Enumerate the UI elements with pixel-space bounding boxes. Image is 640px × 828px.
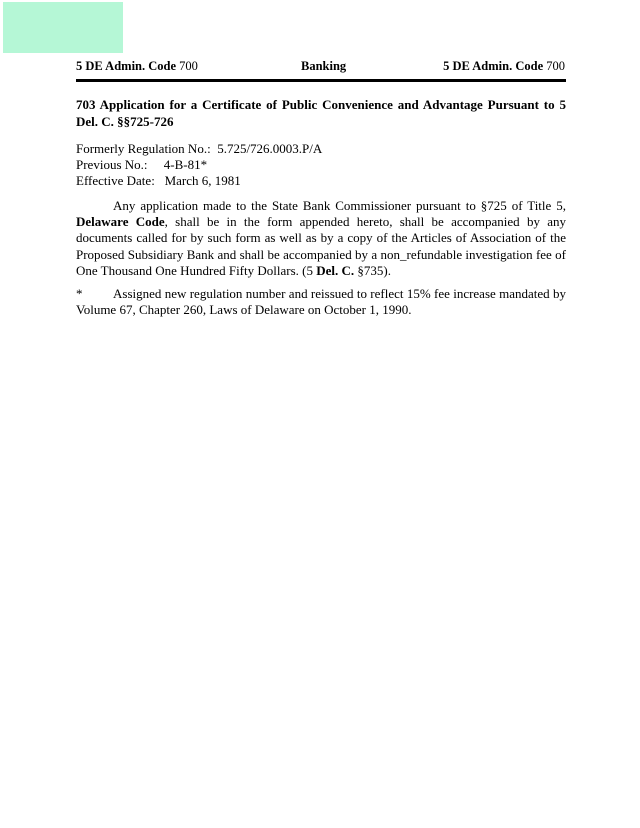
header-right-section: 700: [546, 59, 565, 73]
history-previous: [76, 157, 566, 173]
corner-tab: [3, 2, 123, 53]
previous-value: 4-B-81*: [163, 157, 208, 172]
header-right: [443, 58, 565, 74]
history-formerly: [76, 141, 566, 157]
body-paragraph: [76, 198, 566, 279]
formerly-value: 5.725/726.0003.P/A: [217, 141, 323, 156]
header-rule: [76, 79, 566, 82]
body-bold-del-c: Del. C.: [316, 262, 355, 278]
header-left-section: 700: [179, 59, 198, 73]
body-text-3: §735).: [354, 262, 391, 278]
header-center-label: Banking: [301, 59, 347, 73]
history-effective: [76, 173, 566, 189]
effective-label: Effective Date:: [76, 173, 155, 188]
header-right-title: 5 DE Admin. Code: [443, 59, 544, 73]
header-left: [76, 58, 198, 74]
body-text-1: Any application made to the State Bank Commissioner pursuant to §725 of Title 5,: [113, 198, 566, 213]
footnote-text: Assigned new regulation number and reissued to reflect 15% fee increase mandated by Volume 67, Chapter 260, Laws of Delaware on October 1, 1990.: [76, 286, 566, 318]
running-header: [76, 58, 565, 74]
formerly-label: Formerly Regulation No.:: [76, 141, 211, 156]
body-text-2: , shall be in the form appended hereto, shall be accompanied by any documents called for by such form as well as by a copy of the Articles of Association of the Proposed Subsidiary Bank and shall be accompanied by a non_refundable investigation fee of One Thousand One Hundred Fifty Dollars. (5: [76, 214, 567, 278]
effective-value: March 6, 1981: [164, 173, 241, 188]
header-left-title: 5 DE Admin. Code: [76, 59, 177, 73]
footnote-marker: *: [76, 286, 83, 301]
previous-label: Previous No.:: [76, 157, 148, 172]
section-title: 703 Application for a Certificate of Public Convenience and Advantage Pursuant to 5 Del. C. §§725-726: [76, 97, 566, 129]
body-bold-delaware-code: Delaware Code: [76, 214, 165, 230]
regulation-history: [76, 141, 566, 189]
footnote: [76, 286, 566, 318]
